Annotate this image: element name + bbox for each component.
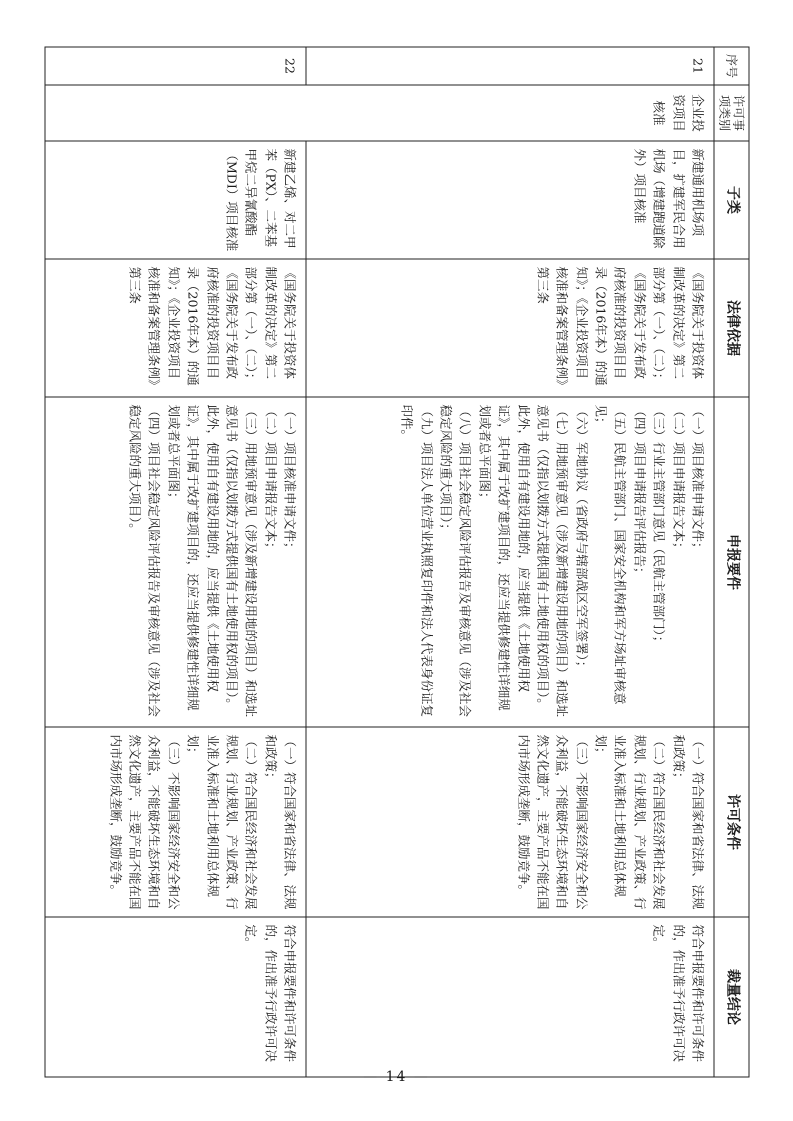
table-row [306,47,714,1077]
permit-table [44,46,749,1077]
row-legal-basis: 《国务院关于投资体制改革的决定》第二部分第（一）、（二）；《国务院关于发布政府核准的投资项目目录（2016年本）的通知》；《企业投资项目核准和备案管理条例》第三条 [306,259,714,397]
requirement-item: （五）民航主管部门、国家安全机构和军方场址审核意见； [593,404,628,705]
row-conclusion: 符合申报要件和许可条件的，作出准予行政许可决定。 [306,917,714,1077]
requirement-item: （一）项目核准申请文件； [690,404,705,555]
row-requirements [306,397,714,727]
row-subcategory: 新建通用机场项目，扩建军民合用机场（增建跑道除外）项目核准 [306,141,714,259]
condition-item: （二）符合国民经济和社会发展规划、行业规划、产业政策、行业准入标准和土地利用总体规划； [185,734,259,910]
header-category: 许可事项类别 [714,85,749,141]
row-seq: 22 [45,47,306,85]
requirement-item: （八）项目社会稳定风险评估报告及审核意见（涉及社会稳定风险的重大项目）； [438,404,473,717]
requirement-item: （二）项目申请报告文本； [670,404,686,555]
requirement-item: （三）行业主管部门意见（民航主管部门）； [651,404,667,648]
row-subcategory: 新建乙烯、对二甲苯（PX）、二苯基甲烷二异氰酸酯（MDI）项目核准 [45,141,306,259]
condition-item: （一）符合国家和省法律、法规和政策； [670,734,705,910]
row-legal-basis: 《国务院关于投资体制改革的决定》第二部分第（一）、（二）；《国务院关于发布政府核准的投资项目目录（2016年本）的通知》；《企业投资项目核准和备案管理条例》第三条 [45,259,306,397]
requirement-item: （一）项目核准申请文件； [282,404,298,555]
header-conditions: 许可条件 [714,727,749,917]
header-row [714,47,749,1077]
requirement-item: （九）项目法人单位营业执照复印件和法人代表身份证复印件。 [399,404,434,717]
condition-item: （二）符合国民经济和社会发展规划、行业规划、产业政策、行业准入标准和土地利用总体规划； [593,734,667,910]
row-conditions [45,727,306,917]
row-seq: 21 [306,47,714,85]
header-conclusion: 裁量结论 [714,917,749,1077]
header-subcategory: 子类 [714,141,749,259]
row-category: 企业投资项目核准 [45,85,714,141]
page-number: — 14 — [363,1069,430,1085]
header-seq: 序号 [714,47,749,85]
condition-item: （三）不影响国家经济安全和公众利益，不能破坏生态环境和自然文化遗产，主要产品不能在国内市场形成垄断，鼓励竞争。 [515,734,589,910]
requirement-item: （四）项目社会稳定风险评估报告及审核意见（涉及社会稳定风险的重大项目）。 [127,404,162,717]
condition-item: （一）符合国家和省法律、法规和政策； [262,734,298,910]
condition-item: （三）不影响国家经济安全和公众利益，不能破坏生态环境和自然文化遗产，主要产品不能在国内市场形成垄断，鼓励竞争。 [107,734,181,910]
requirement-item: （六）军地协议（省政府与辖部战区空军签署）； [573,404,589,673]
requirement-item: （二）项目申请报告文本； [262,404,278,555]
rotated-table-container [44,46,749,1076]
header-legal-basis: 法律依据 [714,259,749,397]
requirement-item: （四）项目申请报告评估报告； [631,404,647,580]
requirement-item: （三）用地预审意见（涉及新增建设用地的项目）和选址意见书（仅指以划拨方式提供国有土地使用权的项目）。此外，使用自有建设用地的，应当提供《土地使用权证》，其中属于改扩建项目的，还应当提供修建性详细规划或者总平面图； [165,404,259,717]
table-row [45,47,306,1077]
row-conditions [306,727,714,917]
row-requirements [45,397,306,727]
row-conclusion: 符合申报要件和许可条件的，作出准予行政许可决定。 [45,917,306,1077]
requirement-item: （七）用地预审意见（涉及新增建设用地的项目）和选址意见书（仅指以划拨方式提供国有土地使用权的项目）。此外，使用自有建设用地的，应当提供《土地使用权证》，其中属于改扩建项目的，还应当提供修建性详细规划或者总平面图； [476,404,570,717]
header-requirements: 申报要件 [714,397,749,727]
